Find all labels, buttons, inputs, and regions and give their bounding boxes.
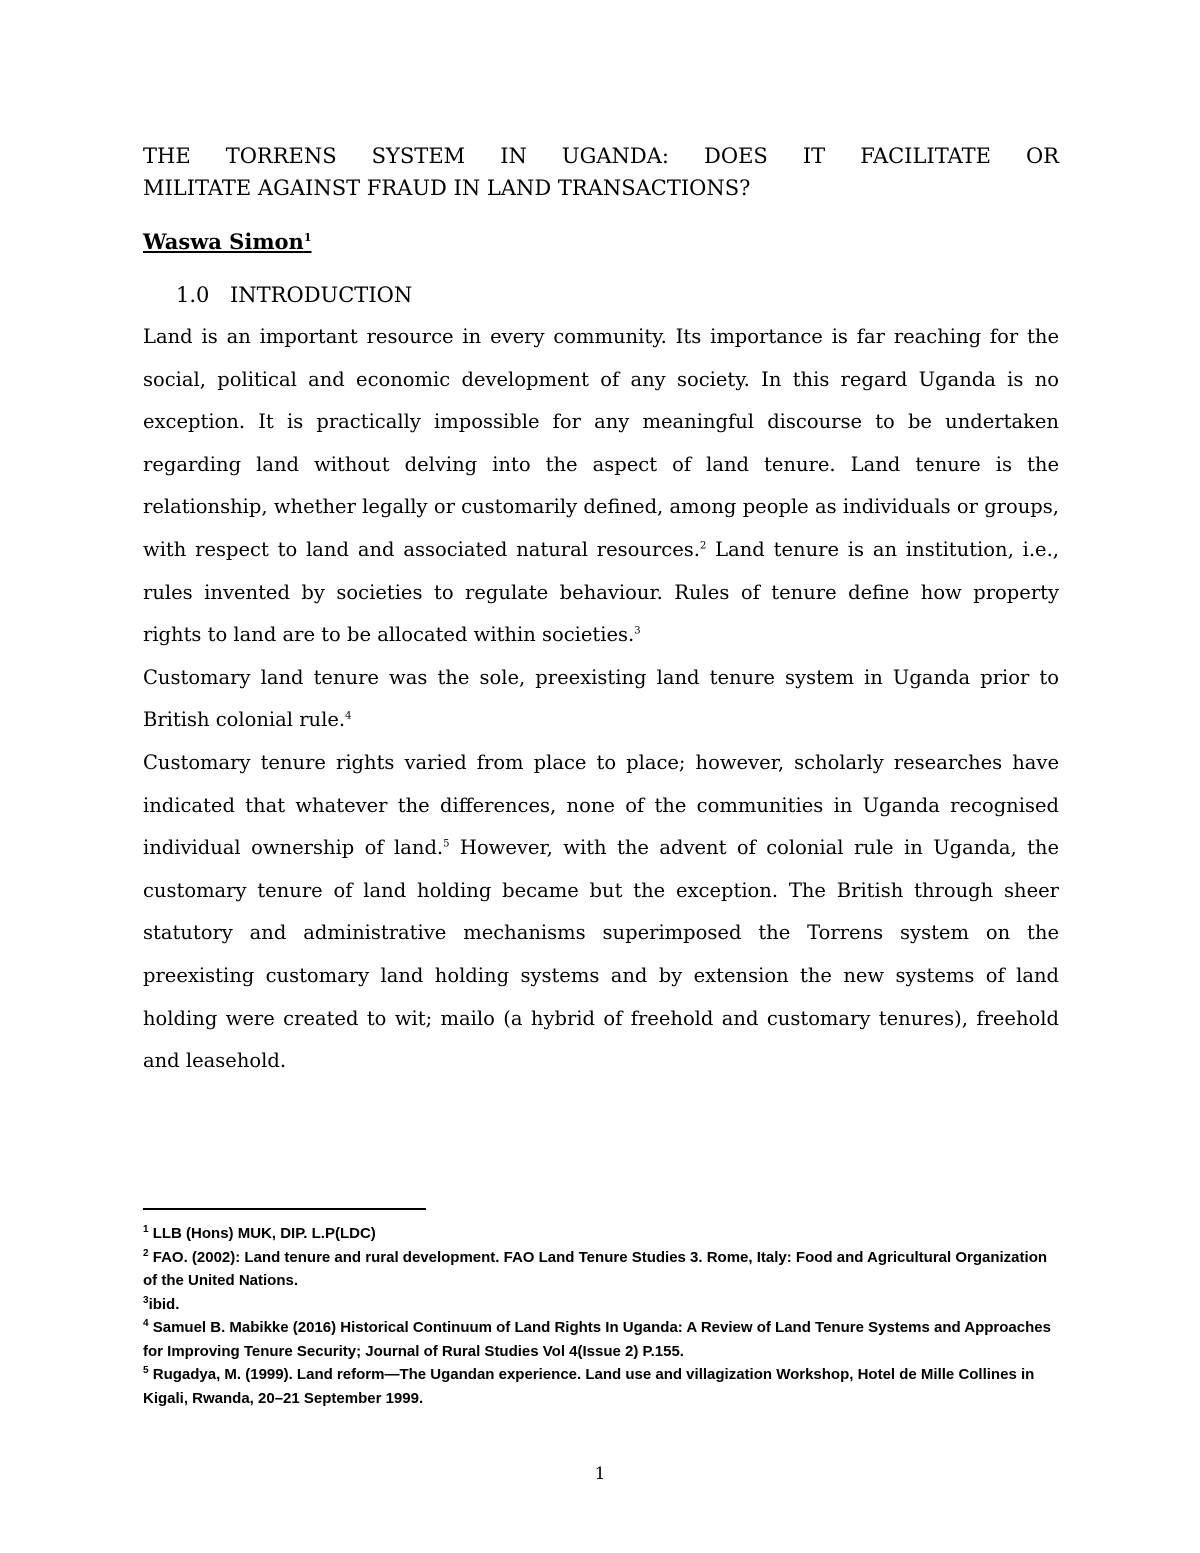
document-title — [143, 140, 1059, 204]
paragraph-1-text-b: Land tenure is an institution, i.e., rules invented by societies to regulate behaviour. Rules of tenure define how property rights to land are to be allocated within societies. — [143, 537, 1059, 647]
page-number: 1 — [594, 1464, 606, 1484]
footnote-ref-4[interactable]: 4 — [345, 710, 352, 722]
section-title: INTRODUCTION — [230, 283, 413, 307]
paragraph-3-text-b: However, with the advent of colonial rule in Uganda, the customary tenure of land holding became but the exception. The British through sheer statutory and administrative mechanisms superimposed the Torrens system on the preexisting customary land holding systems and by extension the new systems of land holding were created to wit; mailo (a hybrid of freehold and customary tenures), freehold and leasehold. — [143, 836, 1060, 1073]
paragraph-2 — [143, 657, 1059, 742]
footnote-number: 3 — [143, 1294, 149, 1306]
paragraph-1-text-a: Land is an important resource in every community. Its importance is far reaching for the social, political and economic development of any society. In this regard Uganda is no exception. It is practically impossible for any meaningful discourse to be undertaken regarding land without delving into the aspect of land tenure. Land tenure is the relationship, whether legally or customarily defined, among people as individuals or groups, with respect to land and associated natural resources. — [143, 325, 1059, 561]
body-text — [143, 316, 1059, 1083]
footnote-number: 1 — [143, 1224, 149, 1235]
footnote-5 — [143, 1363, 1059, 1410]
footnote-3 — [143, 1293, 1059, 1317]
footnote-text: FAO. (2002): Land tenure and rural development. FAO Land Tenure Studies 3. Rome, Italy: Food and Agricultural Organization of the United Nations. — [143, 1248, 1048, 1289]
footnote-text: Samuel B. Mabikke (2016) Historical Continuum of Land Rights In Uganda: A Review of Land Tenure Systems and Approaches for Improving Tenure Security; Journal of Rural Studies Vol 4(Issue 2) P.155. — [143, 1319, 1051, 1360]
author-footnote-ref[interactable]: 1 — [303, 231, 312, 244]
title-line-2: MILITATE AGAINST FRAUD IN LAND TRANSACTIONS? — [143, 176, 751, 200]
footnote-text: Rugadya, M. (1999). Land reform—The Ugandan experience. Land use and villagization Workshop, Hotel de Mille Collines in Kigali, Rwanda, 20–21 September 1999. — [143, 1366, 1035, 1407]
footnote-1 — [143, 1222, 1059, 1246]
footnote-ref-3[interactable]: 3 — [634, 625, 641, 637]
paragraph-3 — [143, 742, 1059, 1083]
footnote-ref-5[interactable]: 5 — [443, 838, 450, 850]
footnote-number: 5 — [143, 1365, 149, 1376]
section-heading — [176, 279, 412, 311]
footnote-separator — [143, 1208, 426, 1210]
paragraph-2-text-a: Customary land tenure was the sole, preexisting land tenure system in Uganda prior to British colonial rule. — [143, 665, 1059, 732]
footnote-ref-2[interactable]: 2 — [699, 540, 707, 552]
paragraph-3-text-a: Customary tenure rights varied from place to place; however, scholarly researches have indicated that whatever the differences, none of the communities in Uganda recognised individual ownership of land. — [143, 750, 1059, 860]
footnote-4 — [143, 1316, 1059, 1363]
author-name — [143, 226, 311, 258]
footnote-text: ibid. — [148, 1295, 180, 1313]
footnote-2 — [143, 1246, 1059, 1293]
footnote-number: 2 — [143, 1247, 149, 1259]
footnote-number: 4 — [143, 1318, 149, 1329]
footnotes — [143, 1222, 1059, 1410]
author-name-text: Waswa Simon — [143, 229, 304, 254]
section-number: 1.0 — [176, 283, 210, 307]
title-line-1: THE TORRENS SYSTEM IN UGANDA: DOES IT FACILITATE OR — [143, 144, 1059, 168]
paragraph-1 — [143, 316, 1059, 657]
footnote-text: LLB (Hons) MUK, DIP. L.P(LDC) — [148, 1225, 376, 1242]
